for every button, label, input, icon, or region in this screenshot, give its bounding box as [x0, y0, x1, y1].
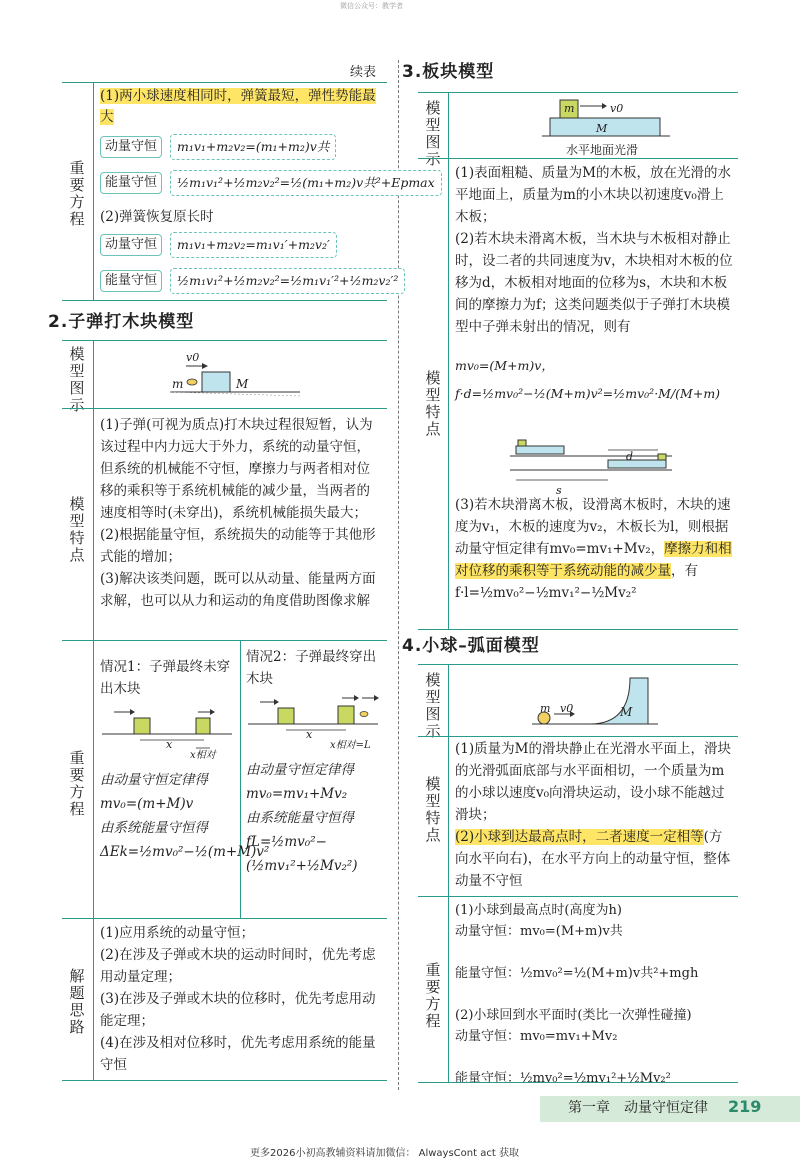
- rule: [62, 918, 387, 919]
- highlight: 摩擦力和相对位移的乘积等于系统动能的减少量: [455, 541, 732, 579]
- fig2-M: M: [236, 377, 249, 391]
- rule: [448, 92, 449, 629]
- fig2-m: m: [172, 377, 184, 391]
- case-1-xrel: x相对: [190, 750, 216, 761]
- energy-label-1: 能量守恒: [100, 172, 162, 194]
- feat-text-b1: (3)若木块滑离木板，设滑离木板时，木块的速度为v₁，木板的速度为v₂，木板长为l，则根据动量守恒定律有mv₀=mv₁+Mv₂，: [455, 497, 731, 557]
- plank-displacement-diagram: [508, 436, 678, 492]
- rule: [62, 640, 387, 641]
- section-2-title: 2.子弹打木块模型: [48, 312, 195, 332]
- fig4-m: m: [540, 702, 551, 715]
- footer-chapter: 第一章 动量守恒定律: [568, 1100, 708, 1116]
- feat4-text: [455, 738, 735, 892]
- energy-eq-1: ½m₁v₁²+½m₂v₂²=½(m₁+m₂)v共²+Epmax: [170, 170, 442, 196]
- continued-label: 续表: [350, 65, 377, 80]
- rule: [93, 340, 94, 1080]
- rule: [93, 82, 94, 300]
- footer-page: 219: [728, 1097, 762, 1116]
- fig3-v0: v0: [610, 102, 624, 115]
- rule: [62, 408, 387, 409]
- rule: [418, 1082, 738, 1083]
- case-1-title: 情况1：子弹最终未穿出木块: [100, 659, 231, 697]
- highlight: (1)两小球速度相同时，弹簧最短，弹性势能最大: [100, 88, 376, 125]
- fig4-v0: v0: [560, 702, 574, 715]
- case-2-xrel: x相对=L: [330, 740, 371, 751]
- row-label-model-fig-4: 模型图示: [425, 671, 441, 740]
- row-label-model-fig-3: 模型图示: [425, 99, 441, 168]
- case-1-eq: 由动量守恒定律得 mv₀=(m+M)v 由系统能量守恒得 ΔEk=½mv₀²−½(m+M)v²: [100, 772, 270, 860]
- top-watermark: 微信公众号：教学者: [340, 2, 403, 10]
- rule: [418, 664, 738, 665]
- momentum-eq-2: m₁v₁+m₂v₂=m₁v₁′+m₂v₂′: [170, 232, 337, 258]
- feat-eq-a: mv₀=(M+m)v，f·d=½mv₀²−½(M+m)v²=½mv₀²·M/(M+m): [455, 358, 721, 401]
- section-4-title: 4.小球–弧面模型: [402, 636, 540, 656]
- case-1-x: x: [166, 738, 173, 751]
- eq4-text: (1)小球到最高点时(高度为h) 动量守恒：mv₀=(M+m)v共 能量守恒：½mv₀²=½(M+m)v共²+mgh (2)小球回到水平面时(类比一次弹性碰撞) 动量守恒：mv₀=mv₁+Mv₂ 能量守恒：½mv₀²=½mv₁²+½Mv₂²: [455, 903, 699, 1086]
- rule: [418, 629, 738, 630]
- item-1: [100, 86, 380, 128]
- feat4-text-1: (1)质量为M的滑块静止在光滑水平面上，滑块的光滑弧面底部与水平面相切，一个质量为m的小球以速度v₀向滑块运动，设小球不能越过滑块；: [455, 741, 731, 823]
- row-label-model-feat: 模型特点: [69, 495, 85, 564]
- row-label-eq: 重要方程: [69, 749, 85, 818]
- rule: [240, 640, 241, 918]
- rule: [62, 300, 387, 301]
- solve-text: (1)应用系统的动量守恒； (2)在涉及子弹或木块的运动时间时，优先考虑用动量定理； (3)在涉及子弹或木块的位移时，优先考虑用动能定理； (4)在涉及相对位移时，优先考虑用系统的能量守恒: [100, 925, 376, 1073]
- rule: [418, 736, 738, 737]
- fig-s: s: [556, 484, 562, 497]
- item-2: (2)弹簧恢复原长时: [100, 209, 214, 225]
- rule: [418, 896, 738, 897]
- case-2-title: 情况2：子弹最终穿出木块: [246, 649, 377, 687]
- fig3-M: M: [596, 122, 608, 135]
- row-label-model-feat-4: 模型特点: [425, 775, 441, 844]
- fig2-v0: v0: [186, 351, 200, 364]
- case-2-x: x: [306, 728, 313, 741]
- bottom-note: 更多2026小初高教辅资料请加微信： AlwaysCont act 获取: [250, 1148, 519, 1159]
- energy-label-2: 能量守恒: [100, 270, 162, 292]
- feat-text-b: [455, 494, 735, 604]
- section-3-title: 3.板块模型: [402, 62, 495, 82]
- momentum-eq-1: m₁v₁+m₂v₂=(m₁+m₂)v共: [170, 134, 336, 160]
- row-label-solve: 解题思路: [69, 967, 85, 1036]
- fig-d: d: [626, 450, 634, 463]
- rule: [448, 664, 449, 1082]
- highlight: (2)小球到达最高点时，二者速度一定相等: [455, 829, 704, 845]
- rule: [62, 340, 387, 341]
- energy-eq-2: ½m₁v₁²+½m₂v₂²=½m₁v₁′²+½m₂v₂′²: [170, 268, 405, 294]
- rule: [62, 1080, 387, 1081]
- case-2-eq: 由动量守恒定律得 mv₀=mv₁+Mv₂ 由系统能量守恒得 fL=½mv₀²−(½mv₁²+½Mv₂²): [246, 762, 358, 874]
- momentum-label-1: 动量守恒: [100, 136, 162, 158]
- row-label-model-feat-3: 模型特点: [425, 369, 441, 438]
- rule: [418, 92, 738, 93]
- rule: [62, 82, 387, 83]
- fig4-M: M: [620, 705, 633, 719]
- column-divider: [398, 60, 399, 1090]
- feat-text: (1)子弹(可视为质点)打木块过程很短暂，认为该过程中内力远大于外力，系统的动量守恒，但系统的机械能不守恒，摩擦力与两者相对位移的乘积等于系统机械能的减少量，当两者的速度相等时(未穿出)，系统机械能损失最大； (2)根据能量守恒，系统损失的动能等于其他形式能的增加； (3)解决该类问题，既可以从动量、能量两方面求解，也可以从力和运动的角度借助图像求解: [100, 417, 376, 609]
- row-label-model-fig: 模型图示: [69, 345, 85, 414]
- momentum-label-2: 动量守恒: [100, 234, 162, 256]
- row-label-eq-4: 重要方程: [425, 961, 441, 1030]
- fig3-caption: 水平地面光滑: [566, 143, 639, 157]
- feat-text-b3: ，有f·l=½mv₀²−½mv₁²−½Mv₂²: [455, 563, 698, 601]
- rule: [418, 158, 738, 159]
- feat-text-a: (1)表面粗糙、质量为M的木板，放在光滑的水平地面上，质量为m的小木块以初速度v₀滑上木板； (2)若木块未滑离木板，当木块与木板相对静止时，设二者的共同速度为v，木块相对木板的位移为d，木板相对地面的位移为s，木块和木板间的摩擦力为f；这类问题类似于子弹打木块模型中子弹未射出的情况，则有: [455, 165, 733, 335]
- fig3-m: m: [564, 102, 575, 115]
- row-label-important-eq: 重要方程: [69, 159, 85, 228]
- feat4-text-2: (方向水平向右)，在水平方向上的动量守恒，整体动量不守恒: [455, 829, 731, 889]
